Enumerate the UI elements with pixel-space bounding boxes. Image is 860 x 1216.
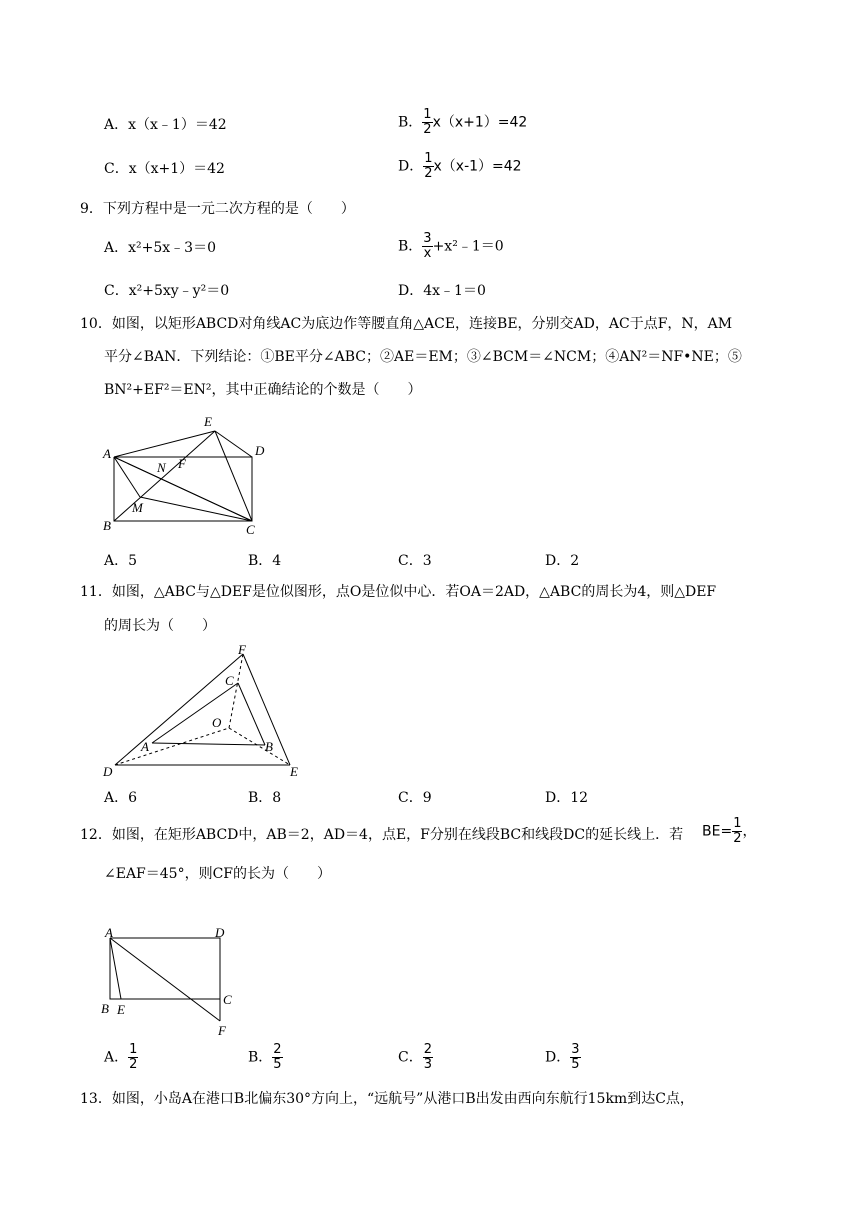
option-expression: x（x﹣1）＝42	[128, 117, 227, 133]
option-expression: x（x-1）=42	[433, 158, 522, 175]
q10-label-n: N	[157, 460, 166, 475]
fraction: $\frac{3}{x}$	[423, 231, 432, 261]
q10-label-b: B	[103, 518, 111, 533]
q10-label-c: C	[246, 522, 255, 535]
q12-label-b: B	[101, 1001, 109, 1016]
fraction: $\frac{3}{5}$	[571, 1042, 580, 1072]
q12-option-a[interactable]	[104, 1043, 138, 1072]
q9-option-b[interactable]	[398, 232, 504, 261]
option-expression: x²+5x﹣3＝0	[128, 240, 216, 256]
option-expression: x²+5xy﹣y²＝0	[128, 283, 230, 299]
fraction: $\frac{1}{2}$	[129, 1042, 138, 1072]
option-expression: 4x﹣1＝0	[423, 283, 486, 299]
q8-option-a[interactable]	[104, 114, 227, 134]
q11-stem-line-2: 的周长为（ ）	[104, 618, 216, 634]
q10-label-a: A	[103, 446, 111, 461]
q9-option-d[interactable]	[398, 280, 486, 300]
q13-stem-line-1: 13．如图，小岛A在港口B北偏东30°方向上，“远航号”从港口B出发由西向东航行15km到达C点，	[80, 1091, 694, 1107]
option-label: C．	[104, 283, 129, 299]
q11-label-c: C	[225, 673, 234, 688]
q10-option-d[interactable]: D．2	[545, 553, 580, 569]
q10-label-e: E	[204, 414, 212, 429]
option-label: D．	[398, 158, 424, 175]
q9-stem: 9．下列方程中是一元二次方程的是（ ）	[80, 201, 355, 217]
option-label: A．	[104, 240, 129, 256]
q12-label-c: C	[223, 992, 232, 1007]
q10-stem-line-1: 10．如图，以矩形ABCD对角线AC为底边作等腰直角△ACE，连接BE，分别交AD，AC于点F，N，AM	[80, 316, 733, 332]
q12-option-c[interactable]	[398, 1043, 433, 1072]
q10-figure	[95, 410, 275, 535]
q12-label-f: F	[218, 1023, 226, 1038]
q10-label-d: D	[255, 443, 265, 458]
q10-option-c[interactable]: C．3	[398, 553, 432, 569]
q12-label-e: E	[117, 1002, 125, 1017]
q11-option-b[interactable]: B．8	[248, 790, 282, 806]
option-expression: +x²﹣1＝0	[432, 238, 504, 255]
q10-stem-line-3: BN²+EF²＝EN²，其中正确结论的个数是（ ）	[104, 382, 422, 398]
fraction: $\frac{1}{2}$	[424, 151, 433, 181]
q10-label-f: F	[178, 456, 186, 471]
q9-option-a[interactable]	[104, 237, 216, 257]
fraction: $\frac{2}{3}$	[423, 1042, 432, 1072]
fraction: $\frac{1}{2}$	[733, 816, 742, 846]
option-label: B．	[398, 238, 423, 255]
q10-label-m: M	[132, 500, 143, 515]
q11-label-e: E	[290, 764, 298, 779]
q12-stem-line-2: ∠EAF＝45°，则CF的长为（ ）	[104, 866, 332, 882]
q12-be-ratio	[702, 817, 756, 846]
option-label: D．	[398, 283, 424, 299]
option-label: A．	[104, 1049, 129, 1066]
q11-figure	[95, 638, 315, 783]
q11-option-c[interactable]: C．9	[398, 790, 432, 806]
option-expression: x（x+1）＝42	[128, 161, 225, 177]
be-label: BE=	[702, 823, 733, 840]
q12-option-d[interactable]	[545, 1043, 581, 1072]
option-label: C．	[104, 161, 129, 177]
q8-option-c[interactable]	[104, 158, 225, 178]
q11-option-d[interactable]: D．12	[545, 790, 589, 806]
q12-stem-line-1: 12．如图，在矩形ABCD中，AB＝2，AD＝4，点E，F分别在线段BC和线段DC的延长线上．若	[80, 827, 684, 843]
q8-option-b[interactable]	[398, 108, 527, 137]
q11-label-b: B	[265, 739, 273, 754]
fraction: $\frac{2}{5}$	[273, 1042, 282, 1072]
option-label: C．	[398, 1049, 423, 1066]
q10-option-b[interactable]: B．4	[248, 553, 282, 569]
q11-stem-line-1: 11．如图，△ABC与△DEF是位似图形，点O是位似中心．若OA＝2AD，△ABC的周长为4，则△DEF	[80, 584, 717, 600]
q11-label-d: D	[103, 764, 113, 779]
q12-label-d: D	[215, 925, 225, 940]
q8-option-d[interactable]	[398, 152, 522, 181]
q11-label-o: O	[212, 715, 222, 730]
q11-option-a[interactable]: A．6	[104, 790, 138, 806]
q11-label-f: F	[238, 642, 246, 657]
q12-option-b[interactable]	[248, 1043, 283, 1072]
option-label: B．	[248, 1049, 273, 1066]
be-tail: ，	[742, 823, 757, 840]
fraction: $\frac{1}{2}$	[423, 107, 432, 137]
q11-label-a: A	[141, 739, 149, 754]
q10-stem-line-2: 平分∠BAN．下列结论：①BE平分∠ABC；②AE＝EM；③∠BCM＝∠NCM；④AN²＝NF•NE；⑤	[104, 349, 742, 365]
q12-figure	[95, 920, 245, 1038]
option-label: D．	[545, 1049, 571, 1066]
option-expression: x（x+1）=42	[432, 114, 528, 131]
q10-option-a[interactable]: A．5	[104, 553, 138, 569]
q12-label-a: A	[105, 925, 113, 940]
option-label: B．	[398, 114, 423, 131]
q9-option-c[interactable]	[104, 280, 229, 300]
option-label: A．	[104, 117, 129, 133]
